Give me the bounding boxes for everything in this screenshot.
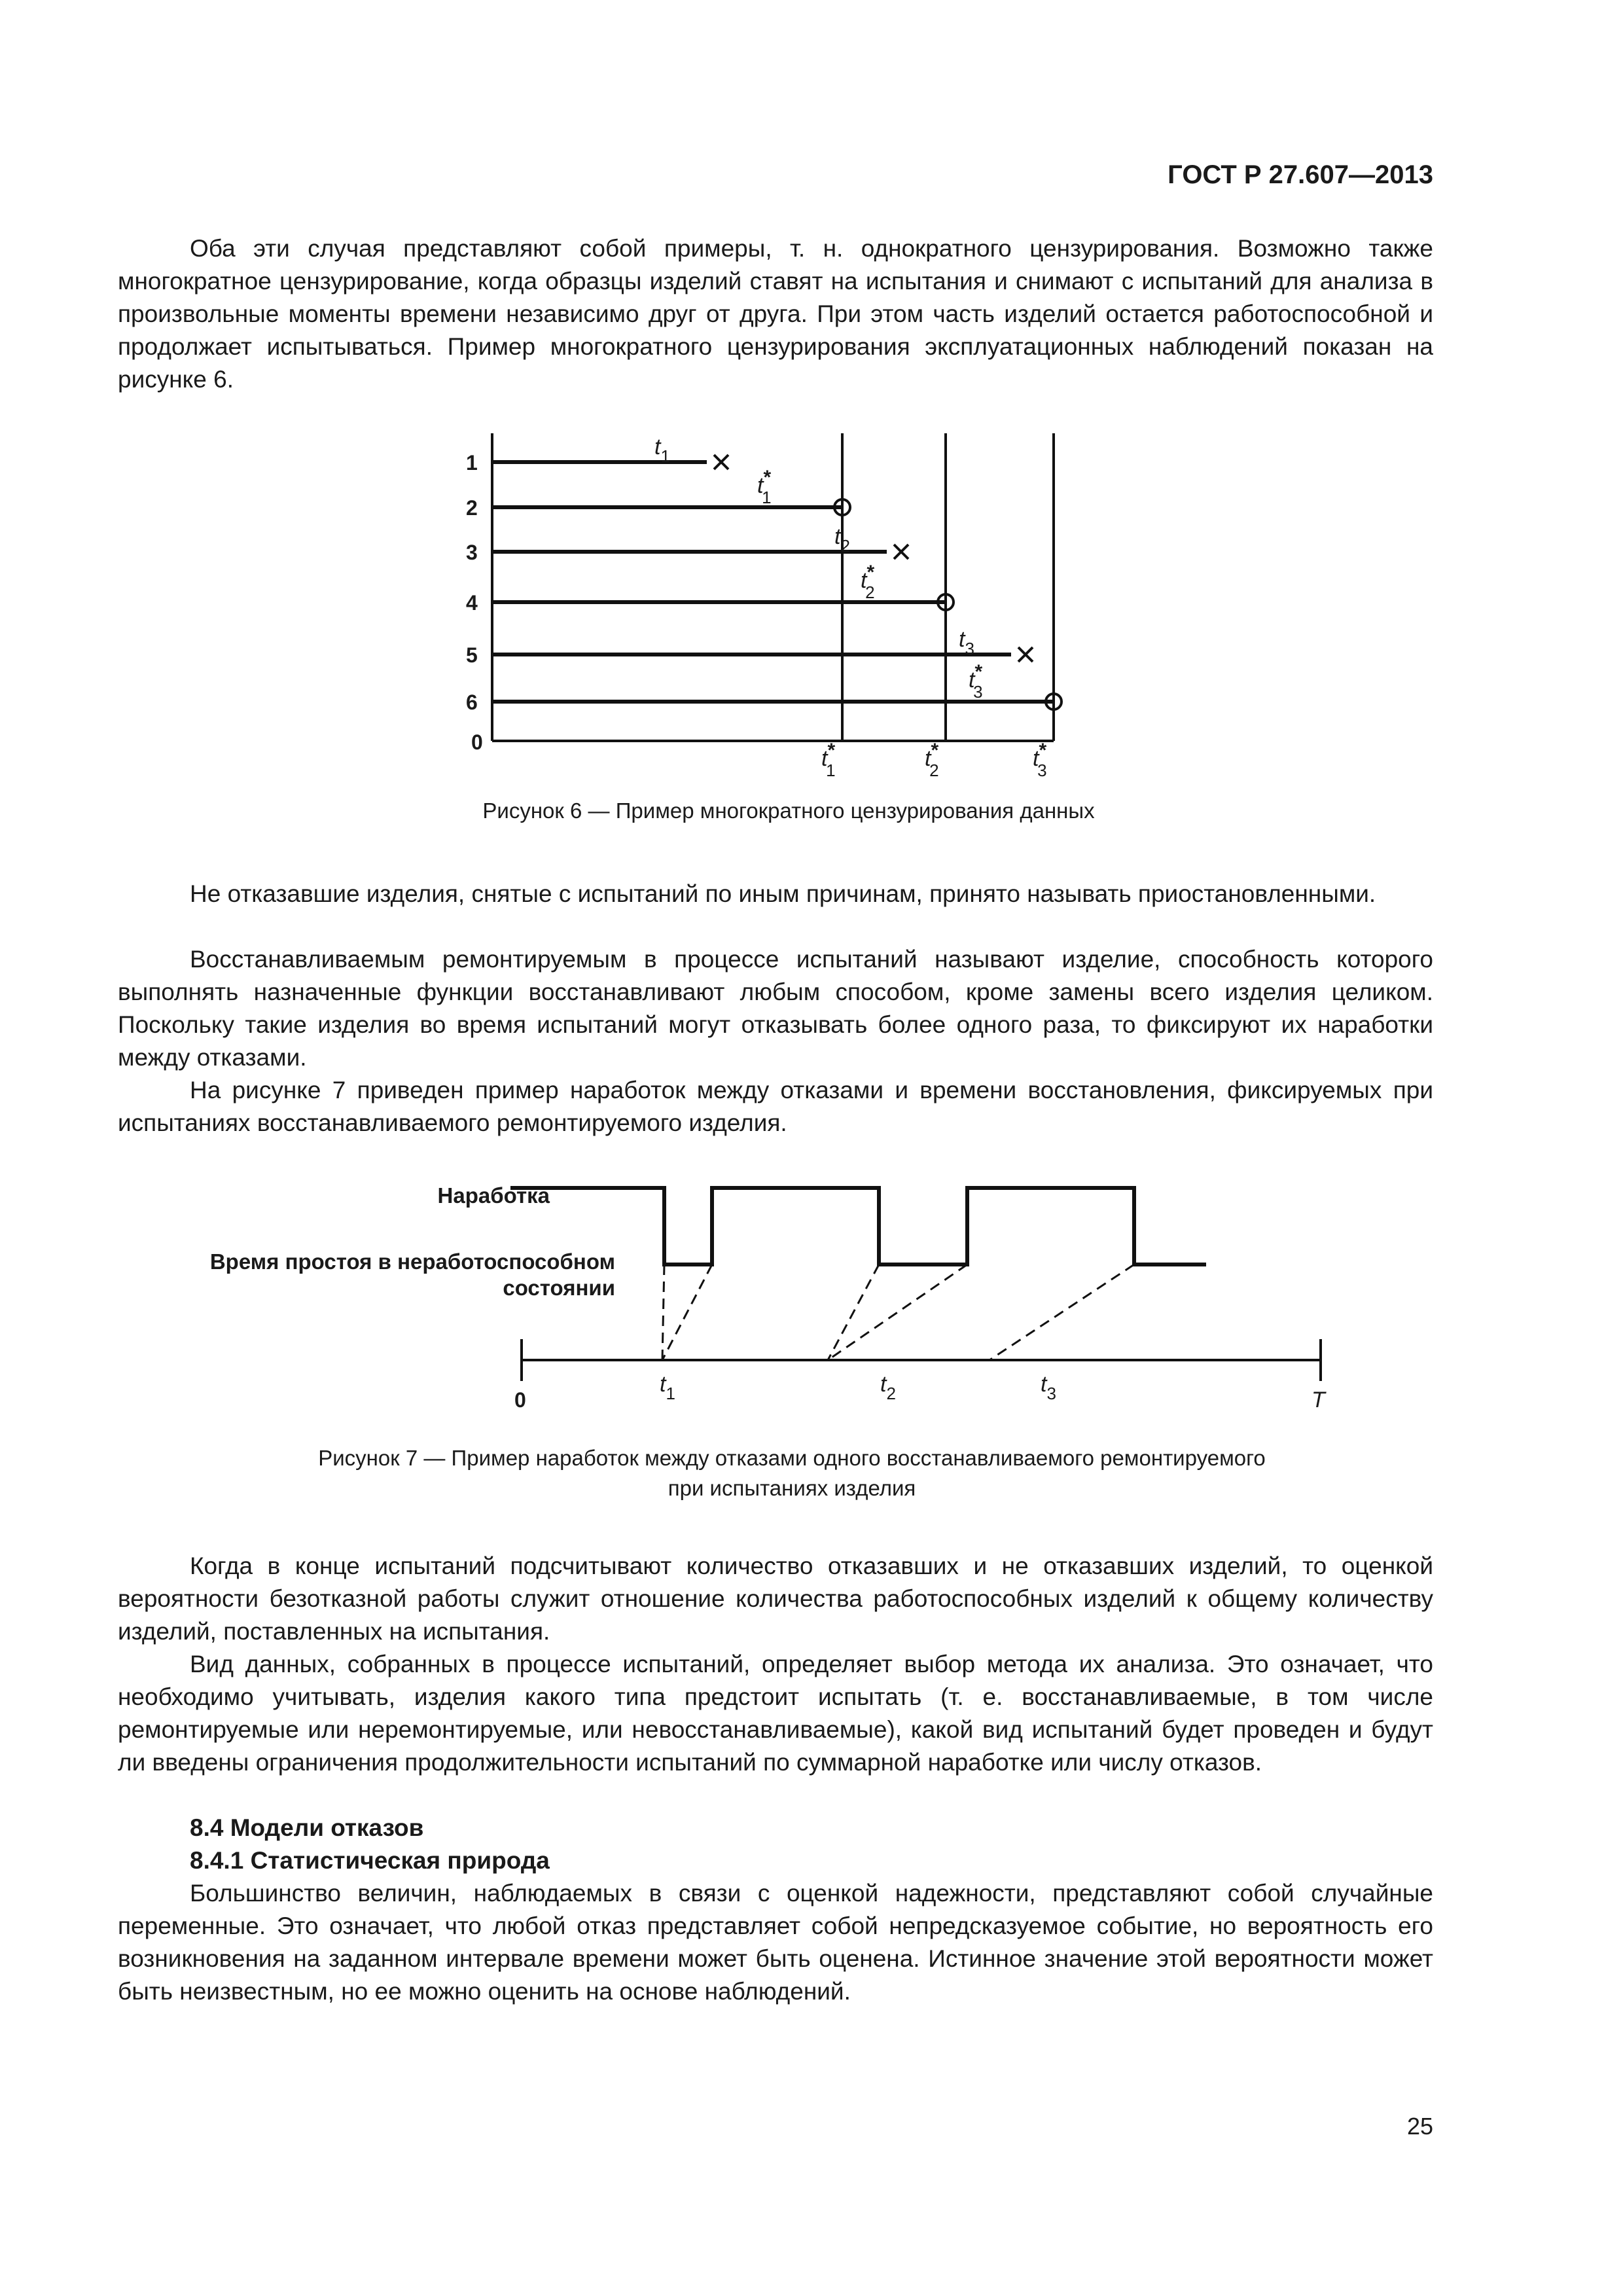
fig7-tick-label-2: $t_2$ <box>880 1372 896 1403</box>
figure-7-label-uptime: Наработка <box>437 1183 550 1208</box>
paragraph-reliability-estimate: Когда в конце испытаний подсчитывают количество отказавших и не отказавших изделий, то оценкой вероятности безотказной работы служит отношение количества работоспособных изделий к общему количеству изделий, поставленных на испытания. <box>118 1552 1433 1645</box>
figure-7-caption <box>216 1443 1368 1503</box>
heading-statistical-nature: 8.4.1 Статистическая природа <box>190 1847 550 1874</box>
figure-7-label-downtime-line2: состоянии <box>503 1276 615 1300</box>
fig6-time-label-1: $t_1$ <box>654 435 670 466</box>
fig6-time-label-2: t* 1 <box>757 467 772 507</box>
fig6-time-label-5: $t_3$ <box>959 627 974 658</box>
fig7-dashed-line-1b <box>662 1265 712 1360</box>
fig6-axis-tick-2: t* 2 <box>925 740 939 780</box>
fig6-time-label-6: t* 3 <box>969 661 983 702</box>
fig7-dashed-line-1a <box>662 1265 664 1360</box>
figure-6-diagram <box>466 433 1061 780</box>
fig6-row-label-2: 2 <box>466 496 478 520</box>
fig6-censor-mark-4 <box>938 594 954 610</box>
figure-7-diagram <box>510 1188 1327 1412</box>
figure-7-caption-line1: Рисунок 7 — Пример наработок между отказами одного восстанавливаемого ремонтируемого <box>318 1446 1266 1470</box>
fig6-time-label-3: $t_2$ <box>834 524 850 556</box>
fig7-dashed-line-3 <box>990 1265 1134 1360</box>
fig6-failure-mark-3 <box>894 545 908 559</box>
fig6-censor-mark-6 <box>1046 694 1061 709</box>
fig7-dashed-line-2b <box>828 1265 967 1360</box>
fig6-row-label-1: 1 <box>466 451 478 475</box>
fig6-axis-tick-3: t* 3 <box>1033 740 1047 780</box>
fig6-censor-mark-2 <box>834 499 850 515</box>
fig6-axis-tick-1: t* 1 <box>821 740 836 780</box>
paragraph-suspended-items: Не отказавшие изделия, снятые с испытаний по иным причинам, принято называть приостановленными. <box>190 880 1376 907</box>
fig7-tick-label-1: $t_1$ <box>660 1372 675 1403</box>
paragraph-multiple-censoring: Оба эти случая представляют собой примеры, т. н. однократного цензурирования. Возможно также многократное цензурирование, когда образцы изделий ставят на испытания и снимают с испытаний для анализа в произвольные моменты времени независимо друг от друга. При этом часть изделий остается работоспособной и продолжает испытываться. Пример многократного цензурирования эксплуатационных наблюдений показан на рисунке 6. <box>118 235 1433 393</box>
heading-failure-models: 8.4 Модели отказов <box>190 1814 424 1841</box>
fig7-tick-label-3: $t_3$ <box>1041 1372 1056 1403</box>
paragraph-figure-7-intro: На рисунке 7 приведен пример наработок между отказами и времени восстановления, фиксируемых при испытаниях восстанавливаемого ремонтируемого изделия. <box>118 1077 1433 1136</box>
figure-7-caption-line2: при испытаниях изделия <box>668 1476 916 1500</box>
fig6-row-label-4: 4 <box>466 591 478 615</box>
paragraph-data-type: Вид данных, собранных в процессе испытаний, определяет выбор метода их анализа. Это означает, что необходимо учитывать, изделия какого типа предстоит испытать (т. е. восстанавливаемые, в том числе ремонтируемые или неремонтируемые, или невосстанавливаемые), какой вид испытаний будет проведен и будут ли введены ограничения продолжительности испытаний по суммарной наработке или числу отказов. <box>118 1651 1433 1776</box>
paragraph-repairable-items: Восстанавливаемым ремонтируемым в процессе испытаний называют изделие, способность которого выполнять назначенные функции восстанавливают любым способом, кроме замены всего изделия целиком. Поскольку такие изделия во время испытаний могут отказывать более одного раза, то фиксируют их наработки между отказами. <box>118 946 1433 1071</box>
fig7-origin-label: 0 <box>514 1388 526 1412</box>
figure-7-label-downtime <box>131 1249 615 1301</box>
fig6-origin-label: 0 <box>471 730 483 754</box>
fig6-failure-mark-5 <box>1018 647 1033 662</box>
fig6-row-label-6: 6 <box>466 691 478 714</box>
fig6-row-label-5: 5 <box>466 643 478 667</box>
page-number: 25 <box>1406 2113 1433 2140</box>
fig6-failure-mark-1 <box>714 455 728 469</box>
figure-6-caption: Рисунок 6 — Пример многократного цензурирования данных <box>482 798 1095 823</box>
fig6-row-label-3: 3 <box>466 541 478 564</box>
document-header: ГОСТ Р 27.607—2013 <box>1168 160 1433 189</box>
fig7-end-label: T <box>1311 1388 1325 1412</box>
fig7-dashed-line-2a <box>828 1265 879 1360</box>
fig6-time-label-4: t* 2 <box>861 562 875 602</box>
paragraph-statistical-nature: Большинство величин, наблюдаемых в связи с оценкой надежности, представляют собой случайные переменные. Это означает, что любой отказ представляет собой непредсказуемое событие, но вероятность его возникновения на заданном интервале времени может быть оценена. Истинное значение этой вероятности может быть неизвестным, но ее можно оценить на основе наблюдений. <box>118 1880 1433 2005</box>
figure-7-label-downtime-line1: Время простоя в неработоспособном <box>209 1249 615 1274</box>
